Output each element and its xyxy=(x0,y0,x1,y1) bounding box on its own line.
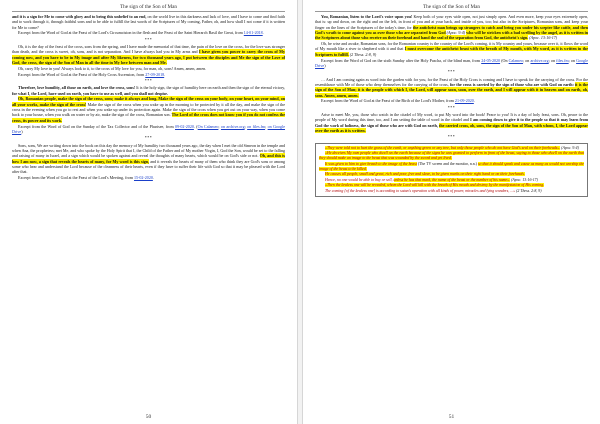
date-link[interactable]: 09-02-2020 xyxy=(175,123,194,129)
quote-paragraph xyxy=(319,183,584,188)
date-link[interactable]: 27-09-2018 xyxy=(145,71,165,77)
highlighted-quote: It was given to him to give breath to the image of the beast xyxy=(325,161,417,166)
text-run: Oh, be wise and awake, Romanian sons, for the Romanian country is the country of the Lord's coming, it is My country and yours, because over it, it flows the word of My mouth like a river to shepherd with it and that xyxy=(315,41,588,52)
archive-link[interactable]: archive.org xyxy=(530,57,549,63)
excerpt-citation xyxy=(12,30,285,35)
archive-link[interactable]: on archive.org xyxy=(220,123,245,129)
running-head-left: The sign of the Son of Man xyxy=(12,4,285,12)
page-number-left: 50 xyxy=(145,414,152,420)
quote-source: (2 Thess. 2:8, 9) xyxy=(515,188,542,193)
text-run: ; on xyxy=(523,57,531,63)
text-run: ; xyxy=(265,123,268,129)
text-run: . ( xyxy=(193,123,198,129)
excerpt-citation xyxy=(315,98,588,103)
highlighted-text: the antichrist man brings up strangers to catch and bring you under his scepter like cattle, and then God's wrath to come against you as over those who are separated from God xyxy=(315,24,588,35)
text-run: It is the holy sign, the sign of humility here on earth and then the sign of the eternal victory, xyxy=(135,85,286,91)
text-run: (On xyxy=(500,57,509,63)
highlighted-text: Oh, Romanian people, make the sign of the cross, sons; make it always and long. Make the sign of the cross on your body, on your heart, on your mind, on all your works, make the sign of the cross! xyxy=(12,96,285,107)
highlighted-text: I must overcome the antichrist beast with the breath of My mouth, with My word, as it is written in the Scriptures to fulfill. xyxy=(315,46,588,57)
section-separator: *** xyxy=(447,134,456,140)
highlighted-quote: He causes all people, small and great, rich and poor, free and slave, to be given marks on their right hand or on their foreheads. xyxy=(325,172,525,177)
page-number-right: 51 xyxy=(448,414,455,420)
text-run: Arise to meet Me, you, those who watch in the citadel of My word, to put My word into the book! Peace to you! It is a day of holy feast, sons. Oh, peace to the people of My word during this time, too, and I am setting the table of word in the citadel and xyxy=(315,111,588,123)
quote-paragraph xyxy=(319,146,584,151)
highlighted-text: Oh, and this is how I am now, a sign that reveals the hearts of many, for My word is this sign, xyxy=(12,153,285,164)
quote-text: The coming [of the lawless one] is according to satan's operation with all kinds of power, miracles and lying wonders, ...» xyxy=(325,188,516,193)
section-separator: *** xyxy=(447,104,456,110)
date-link[interactable]: 15-02-2020 xyxy=(133,175,153,180)
text-run: Excerpt from the Word of God at the Feast of the Birth of the Lord's Mother, from xyxy=(321,98,455,104)
excerpt-citation xyxy=(12,72,285,77)
excerpt-citation xyxy=(12,175,285,180)
text-run: ; on xyxy=(568,57,577,63)
excerpt-citation xyxy=(315,58,588,69)
citation: (Apoc. 13:16-17) xyxy=(528,35,558,41)
google-drive-link[interactable]: Google Drive xyxy=(315,57,588,68)
highlighted-text: the carried cross, oh, sons, the sign of the Son of Man, with whom, I, the Lord appear over the earth as it is written. xyxy=(315,122,588,133)
paragraph xyxy=(12,96,285,123)
left-page-text xyxy=(12,14,285,180)
text-run: Excerpt from the Word of God on the Sunday of the Tax Collector and of the Pharisee, from xyxy=(18,123,175,129)
paragraph xyxy=(12,143,285,175)
text-run: Oh, it is the day of the feast of the cross, sons from the spring, and I have made the memorial of that time, the pain of the love on the cross, for the love was stronger than death, and the cross is sweet, oh, sons, and is not separation. And I have always had you in My arms and xyxy=(12,44,285,55)
section-separator: *** xyxy=(447,69,456,75)
filesfm-link[interactable]: on files.fm xyxy=(247,123,266,129)
text-run: Make the sign of the cross when you wake up in the morning to be protected by it all the day, and make the sign of the cross in the evening when you go to rest and when you wake up under its protection again. Make the sign of the cross when you get out on your way, when you come back to your house, when you walk on water or by air, make the sign of the cross, Romanian son. xyxy=(12,101,285,118)
highlighted-text: The Lord of the cross does not know you if you do not confess the cross, its power and its work. xyxy=(12,112,286,123)
right-page xyxy=(302,0,600,424)
quote-note: (The TV screen and the monitor, n.n.) xyxy=(416,161,478,166)
date-link[interactable]: 24-05-2020 xyxy=(481,57,501,63)
bold-text: Therefore, love humility, all those on earth, and love the cross, sons! xyxy=(18,85,136,91)
paragraph xyxy=(12,66,285,71)
text-run: ; on xyxy=(548,57,557,63)
bold-text: for what I, the Lord, have used on earth, you have to use as well, and you shall not despise. xyxy=(12,90,168,96)
date-link[interactable]: 14-01-2018 xyxy=(243,30,263,36)
text-run: … And I am coming again as word into the garden with for you, for the Feast of the Holy Cross is coming and I have to speak for the carrying of the cross. For the resemblance with Me of those who deny themselves for the carrying of the cross, xyxy=(315,76,588,87)
citation: (2 Thess. 2:8, 9) xyxy=(348,51,377,57)
quote-paragraph xyxy=(319,178,584,183)
text-run: ) xyxy=(21,128,23,134)
section-separator: *** xyxy=(144,78,153,84)
text-run: Excerpt from the Word of God at the Feast of the Lord's Meeting, from xyxy=(18,175,134,180)
quote-paragraph xyxy=(319,151,584,161)
section-separator: *** xyxy=(144,135,153,141)
highlighted-quote: unless he has that mark, the name of the beast or the number of his name». xyxy=(393,177,511,182)
text-run: . xyxy=(152,175,154,180)
highlighted-quote: «Then the lawless one will be revealed, whom the Lord will kill with the breath of His mouth and destroy by the manifestation of His coming. xyxy=(325,183,545,188)
paragraph xyxy=(315,77,588,98)
quote-paragraph xyxy=(319,172,584,177)
calameo-link[interactable]: Calameo xyxy=(508,57,524,63)
text-run: Keep both of your eyes wide open, not just simply open. And even more, keep your eyes extremely open, that is: up and down, on the right and on the left, in front of you and at your back, and inside of you, too; but also in the Scriptures, Romanian sons, and keep your finger on the lines of the Scriptures of the today's time, for xyxy=(315,14,588,30)
text-run: ; xyxy=(244,123,248,129)
quote-source: (Apoc. 13:16-17) xyxy=(510,177,538,182)
google-drive-link[interactable]: on Google Drive xyxy=(12,123,285,134)
quote-text: Hence, no one would be able to buy or sell, xyxy=(325,177,394,182)
paragraph xyxy=(315,112,588,133)
text-run: Oh, carry My love in you! Always look to it, to the cross of My love for you, for man, oh, sons! Amen, amen, amen. xyxy=(18,65,207,71)
text-run: Excerpt from the Word of God on the sixth Sunday after the Holy Pascha, of the blind man, from xyxy=(321,57,482,63)
bold-text: You, Romanian, listen to the Lord's voice upon you! xyxy=(321,14,413,19)
section-separator: *** xyxy=(144,36,153,42)
bold-text: and it is a sign for Me to come with glory and to bring this unbelief to an end, xyxy=(12,14,147,19)
bold-text: I am coming down to give it to the people so that it may learn from God the work of holiness, the sign of those who are with God on earth, xyxy=(315,117,588,128)
quote-source: (Apoc. 9:4) xyxy=(560,145,579,150)
text-run: and it reveals the hearts of many of them who think they are God's sons or among some who hear and understand the Lord because of the cleanness of their hearts, even if they have to suffer their life with God so that it may be pleased with the Lord after that. xyxy=(12,158,285,175)
text-run: . xyxy=(473,98,475,104)
filesfm-link[interactable]: files.fm xyxy=(556,57,569,63)
quote-paragraph xyxy=(319,162,584,172)
paragraph xyxy=(315,41,588,57)
date-link[interactable]: 21-09-2020 xyxy=(454,98,474,104)
text-run: Sons, sons, We are writing down into the book on this day the memory of My humility two thousand years ago, the day when I met the old Simeon in the temple and when Ana, the prophetess; met Me, and who spoke by the Holy Spirit that I, the Child of the Father and of My mother Virgin, I, God the Son, would be set to the falling and raising of many in Israel, and a sign which would be spoken against and reveal the thoughts of many hearts, which would be on God's side or not. xyxy=(12,142,285,159)
highlighted-quote: so that it should speak and cause as many as would not worship the image of the beast to be killed. xyxy=(319,161,585,171)
calameo-link[interactable]: On Calameo xyxy=(197,123,219,129)
paragraph xyxy=(12,14,285,30)
paragraph xyxy=(12,44,285,65)
paragraph xyxy=(12,85,285,96)
text-run: . xyxy=(262,30,264,36)
highlighted-quote: «They were told not to hurt the grass of the earth, or anything green or any tree, but only those people who do not have God's seal on their foreheads». xyxy=(325,145,561,150)
left-page xyxy=(0,0,298,424)
bold-text: for the cross is carried by the sign of those who are with God on earth: xyxy=(449,81,576,87)
highlighted-quote: «He deceives My own people who dwell on the earth because of the signs he was granted to perform in front of the beast, saying to those who dwell on the earth that they should make an image to the beast that was wounded by the sword and yet lived. xyxy=(319,151,584,161)
highlighted-text: it is the sign of the Son of Man; it is the people with which I, the Lord, will appear soon, soon, over the earth, and I will appear with it in heaven and on earth, oh, sons. Amen, amen, amen. xyxy=(315,81,589,98)
text-run: on the world live in this darkness and lack of love, and I have to come and find faith and to work through it, through faithful sons and to be able to fulfill the last words of the Scriptures of My coming, Father, oh, and how shall I not come if it is written for Me to come? xyxy=(12,14,285,30)
scripture-quote-box xyxy=(315,143,588,198)
excerpt-citation xyxy=(12,124,285,135)
quote-paragraph xyxy=(319,189,584,194)
running-head-right: The sign of the Son of Man xyxy=(315,4,588,12)
citation: (Apoc. 9:4) xyxy=(445,29,467,35)
text-run: Excerpt from the Word of God at the Feast of the Holy Cross Ascension, from xyxy=(18,71,146,77)
paragraph xyxy=(315,14,588,41)
right-page-text xyxy=(315,14,588,197)
text-run: Excerpt from the Word of God at the Feast of the Lord's Circumcision in the flesh and the Feast of the Saint Hierarch Basil the Great, from xyxy=(18,30,244,36)
highlighted-text: I have given you power to carry the cross of My coming now, and you have to be in My image and after My likeness, for two thousand years ago, I put between the disciples and Me the sign of the Love of God, the cross, the sign of the Son of Man in all the time in My love between man and Me. xyxy=(12,49,285,66)
text-run: ; xyxy=(218,123,221,129)
highlighted-text: who will be stricken with a bad swelling by the angel, as it is written in the Scriptures about those who receive on their forehead and hand the seal of the separation from God, the antichrist's sign. xyxy=(315,29,589,41)
text-run: . xyxy=(164,71,166,77)
text-run: ) xyxy=(324,62,326,68)
